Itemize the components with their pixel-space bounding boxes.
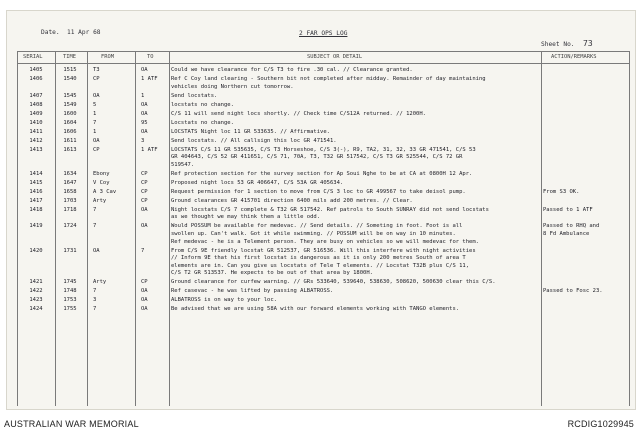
entry-detail <box>171 93 541 101</box>
entry-action <box>543 288 629 296</box>
entry-time: 1613 <box>63 146 77 153</box>
entry-to: CP <box>141 188 148 195</box>
entry-serial: 1410 <box>29 119 43 126</box>
column-header-subject: SUBJECT OR DETAIL <box>307 54 363 60</box>
entry-time: 1755 <box>63 306 77 313</box>
entry-detail <box>171 198 541 206</box>
entry-detail-line: swollen up. Can't walk. Got it while swimming. // POSSUM will be on way in 10 minutes. <box>171 230 456 237</box>
entry-detail-line: From C/S 9E friendly locstat GR 512537, GR 516536. Will this interfere with night activities <box>171 247 476 254</box>
date-label: Date. <box>41 29 60 36</box>
entry-detail <box>171 102 541 110</box>
entry-time: 1540 <box>63 76 77 82</box>
entry-to: OA <box>141 306 148 313</box>
entry-detail-line: // Inform 9E that his first locstat is dangerous as it is only 200 metres South of area T <box>171 255 466 262</box>
entry-action-line: Passed to Fosc 23. <box>543 288 603 295</box>
entry-from: Arty <box>93 197 107 204</box>
entry-detail-line: Request permission for 1 section to move from C/S 3 loc to GR 499567 to take deisol pump. <box>171 188 466 195</box>
sheet-label: Sheet No. <box>541 41 575 48</box>
entry-detail-line: Be advised that we are using 58A with our forward elements working with TANGO elements. <box>171 306 460 313</box>
entry-detail-line: C/S T2 GR 513537. He expects to be out of that area by 1800H. <box>171 270 373 277</box>
entry-serial: 1413 <box>29 146 43 153</box>
entry-serial: 1424 <box>29 306 43 313</box>
entry-detail-line: Would POSSUM be available for medevac. // Send details. // Someting in foot. Foot is all <box>171 223 463 230</box>
entry-time: 1703 <box>63 197 77 204</box>
entry-detail-line: elements are in. Can you give us locstats of Tele T elements. // Locstat T32B plus C/S 11, <box>171 262 470 269</box>
column-rule <box>541 51 542 406</box>
entry-detail-line: Send locstats. <box>171 92 218 99</box>
entry-from: V Coy <box>93 179 110 186</box>
entry-detail-line: Proposed night locs 53 GR 406647, C/S 53A GR 405634. <box>171 179 344 186</box>
entry-action-line: Passed to 1 ATF <box>543 206 593 213</box>
entry-time: 1549 <box>63 101 77 108</box>
column-rule <box>629 51 630 406</box>
entry-detail <box>171 129 541 137</box>
entry-time: 1545 <box>63 92 77 99</box>
entry-from: OA <box>93 247 100 254</box>
entry-time: 1748 <box>63 288 77 295</box>
entry-detail-line: Locstats no change. <box>171 119 234 126</box>
entry-serial: 1415 <box>29 179 43 186</box>
entry-from: 7 <box>93 288 97 295</box>
ops-log-sheet <box>6 10 636 410</box>
column-rule <box>17 51 18 406</box>
entry-to: OA <box>141 110 148 117</box>
entry-detail <box>171 248 541 278</box>
entry-detail <box>171 147 541 170</box>
entry-time: 1658 <box>63 188 77 195</box>
entry-to: OA <box>141 297 148 304</box>
entry-detail <box>171 207 541 222</box>
entry-detail-line: Ref medevac - he is a Telement person. They are busy on vehicles so we will medevac for them. <box>171 238 479 245</box>
entry-from: 7 <box>93 223 97 230</box>
entry-detail-line: Ref protection section for the survey section for Ap Soui Nghe to be at CA at 0800H 12 Apr. <box>171 170 473 177</box>
entry-time: 1745 <box>63 279 77 286</box>
entry-to: OA <box>141 101 148 108</box>
entry-time: 1606 <box>63 128 77 135</box>
entry-from: OA <box>93 137 100 144</box>
entry-serial: 1409 <box>29 110 43 117</box>
entry-to: CP <box>141 197 148 204</box>
entry-detail-line: Ref casevac - he was lifted by passing ALBATROSS. <box>171 288 334 295</box>
entry-to: OA <box>141 128 148 135</box>
entry-detail <box>171 189 541 197</box>
entry-to: 1 ATF <box>141 146 158 153</box>
entry-action <box>543 189 629 197</box>
column-header-action: ACTION/REMARKS <box>551 54 597 60</box>
entry-time: 1611 <box>63 137 77 144</box>
entry-to: 3 <box>141 137 145 144</box>
entry-serial: 1416 <box>29 188 43 195</box>
table-top-rule <box>17 51 629 52</box>
entry-from: OA <box>93 92 100 99</box>
entry-time: 1600 <box>63 110 77 117</box>
entry-time: 1515 <box>63 67 77 73</box>
entry-from: 5 <box>93 101 97 108</box>
entry-from: CP <box>93 146 100 153</box>
entry-detail-line: LOCSTATS C/S 11 GR 535635, C/S T3 Horseshoe, C/S 3(-), R9, TA2, 31, 32, 33 GR 471541, C/S 53 <box>171 146 476 153</box>
entry-detail <box>171 306 541 314</box>
entry-to: CP <box>141 279 148 286</box>
entry-time: 1647 <box>63 179 77 186</box>
entry-to: 1 ATF <box>141 76 158 82</box>
entry-detail-line: 519547. <box>171 161 195 168</box>
entry-action <box>543 223 629 238</box>
entry-from: CP <box>93 76 100 82</box>
entry-detail-line: Ground clearances GR 415701 direction 6400 mils add 200 metres. // Clear. <box>171 197 413 204</box>
entry-detail <box>171 111 541 119</box>
entry-serial: 1420 <box>29 247 43 254</box>
entry-time: 1634 <box>63 170 77 177</box>
column-header-from: FROM <box>101 54 114 60</box>
entry-from: T3 <box>93 67 100 73</box>
entry-from: 1 <box>93 110 97 117</box>
entry-detail-line: Ground clearance for curfew warning. // GRs 533640, 539640, 538630, 508620, 500630 clear this C/S. <box>171 279 496 286</box>
entry-action-line: 8 Fd Ambulance <box>543 230 590 237</box>
entry-serial: 1417 <box>29 197 43 204</box>
entry-detail <box>171 279 541 287</box>
entry-time: 1718 <box>63 206 77 213</box>
entry-serial: 1418 <box>29 206 43 213</box>
entry-to: CP <box>141 170 148 177</box>
entry-detail-line: ALBATROSS is on way to your loc. <box>171 297 277 304</box>
entry-detail <box>171 180 541 188</box>
entry-detail <box>171 76 541 91</box>
entry-serial: 1406 <box>29 76 43 82</box>
entry-detail-line: Ref C Coy land clearing - Southern bit not completed after midday. Remainder of day maintaining <box>171 76 486 82</box>
entry-to: 7 <box>141 247 145 254</box>
entry-serial: 1419 <box>29 223 43 230</box>
date-value: 11 Apr 68 <box>67 29 101 36</box>
entry-action <box>543 207 629 215</box>
entry-serial: 1405 <box>29 67 43 73</box>
entry-serial: 1407 <box>29 92 43 99</box>
entry-serial: 1412 <box>29 137 43 144</box>
entry-time: 1731 <box>63 247 77 254</box>
entry-detail <box>171 171 541 179</box>
entry-detail-line: Night locstats C/S 7 complete & T32 GR 517542. Ref patrols to South SUNRAY did not send locstats <box>171 206 489 213</box>
entry-from: A 3 Cav <box>93 188 117 195</box>
entry-to: OA <box>141 67 148 73</box>
entry-detail <box>171 288 541 296</box>
entry-serial: 1422 <box>29 288 43 295</box>
footer-record-id: RCDIG1029945 <box>567 419 634 429</box>
entry-serial: 1423 <box>29 297 43 304</box>
entry-to: OA <box>141 206 148 213</box>
entry-from: 1 <box>93 128 97 135</box>
entry-from: 7 <box>93 206 97 213</box>
entry-serial: 1421 <box>29 279 43 286</box>
entry-time: 1724 <box>63 223 77 230</box>
entry-detail <box>171 297 541 305</box>
entry-serial: 1414 <box>29 170 43 177</box>
entry-detail <box>171 223 541 246</box>
entry-detail <box>171 120 541 128</box>
entry-from: 7 <box>93 306 97 313</box>
entry-detail-line: Send locstats. // All callsign this loc GR 471541. <box>171 137 337 144</box>
entry-serial: 1411 <box>29 128 43 135</box>
entry-from: 7 <box>93 119 97 126</box>
entry-to: CP <box>141 179 148 186</box>
entry-detail <box>171 67 541 75</box>
entry-from: Ebony <box>93 170 110 177</box>
entry-serial: 1408 <box>29 101 43 108</box>
entry-to: 95 <box>141 119 148 126</box>
entry-detail-line: LOCSTATS Night loc 11 GR 533635. // Affirmative. <box>171 128 330 135</box>
column-header-to: TO <box>147 54 154 60</box>
log-title: 2 FAR OPS LOG <box>299 30 348 37</box>
footer-institution: AUSTRALIAN WAR MEMORIAL <box>4 419 139 429</box>
entry-action-line: Passed to RHQ and <box>543 223 600 230</box>
entry-from: Arty <box>93 279 107 286</box>
entry-action-line: From S3 OK. <box>543 188 580 195</box>
entry-to: OA <box>141 288 148 295</box>
entry-detail-line: GR 404643, C/S 52 GR 411651, C/S 71, 70A, T3, T32 GR 517542, C/S T3 GR 525544, C/S 72 GR <box>171 154 463 161</box>
column-header-time: TIME <box>63 54 76 60</box>
entry-detail-line: as we thought we may think them a little odd. <box>171 214 321 221</box>
entry-time: 1604 <box>63 119 77 126</box>
entry-to: OA <box>141 223 148 230</box>
entry-from: 3 <box>93 297 97 304</box>
header-bottom-rule <box>17 63 629 64</box>
entry-time: 1753 <box>63 297 77 304</box>
entry-detail <box>171 138 541 146</box>
entry-detail-line: C/S 11 will send night locs shortly. // Check time C/S12A returned. // 1200H. <box>171 110 426 117</box>
entry-detail-line: locstats no change. <box>171 101 234 108</box>
entry-detail-line: Could we have clearance for C/S T3 to fire .30 cal. // Clearance granted. <box>171 67 413 73</box>
entry-detail-line: vehicles doing Northern cut tomorrow. <box>171 83 294 90</box>
sheet-value: 73 <box>583 39 593 48</box>
entry-to: 1 <box>141 92 145 99</box>
column-header-serial: SERIAL <box>23 54 43 60</box>
